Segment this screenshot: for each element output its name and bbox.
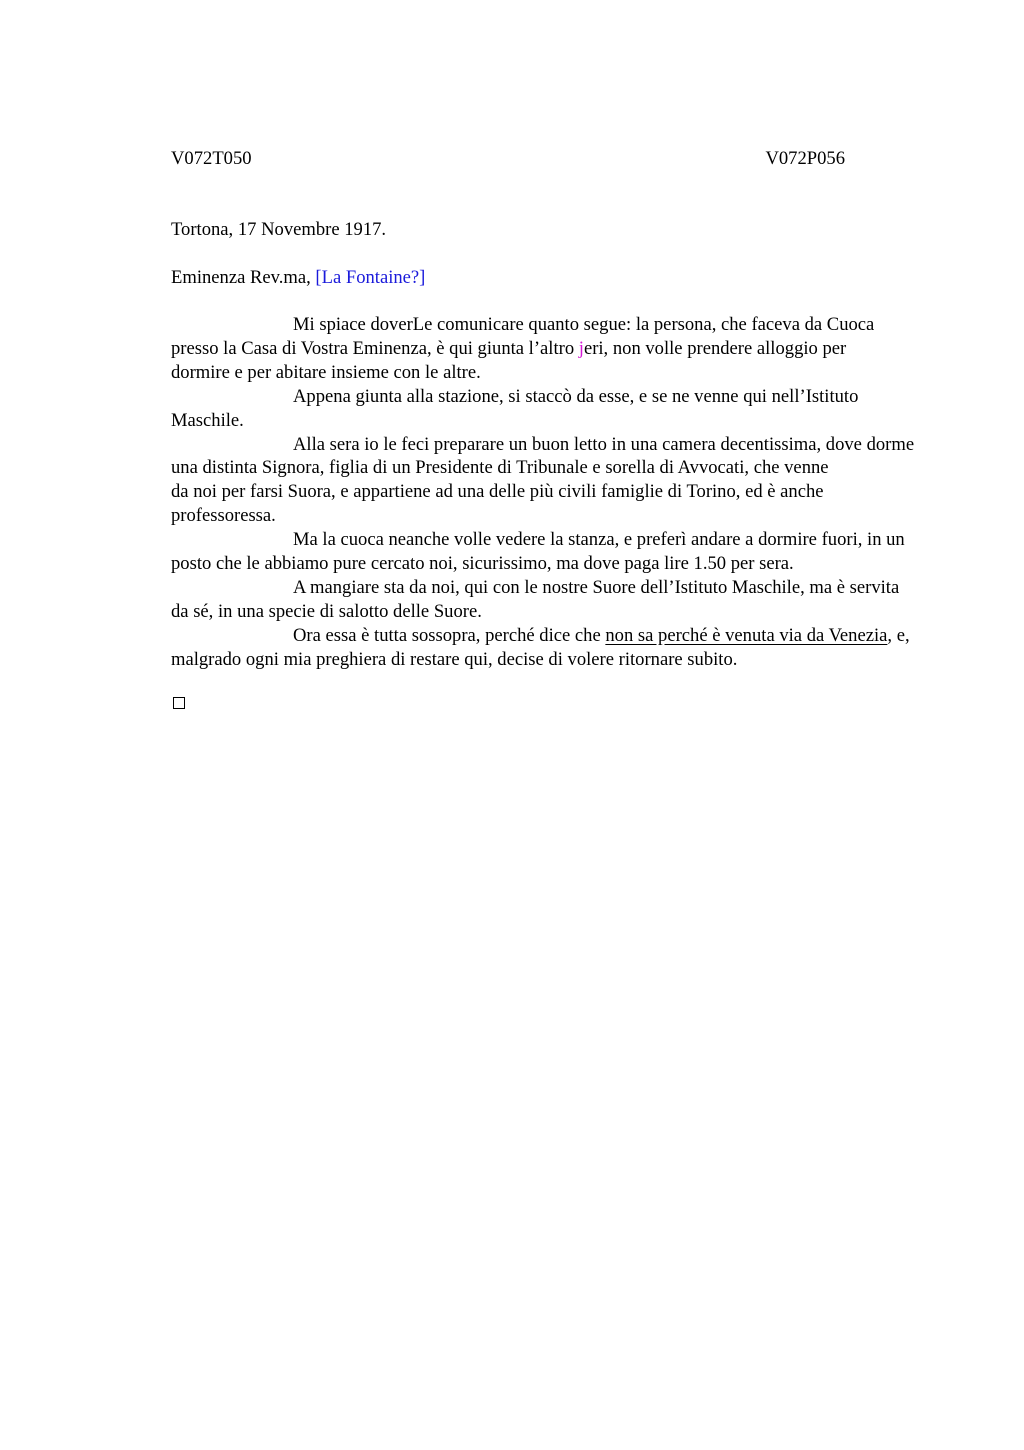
line-text: Alla sera io le feci preparare un buon letto in una camera decentissima, dove dorme [293, 433, 915, 455]
line-text: Maschile. [171, 409, 244, 431]
paragraph-line [171, 648, 927, 672]
line-text: Ma la cuoca neanche volle vedere la stanza, e preferì andare a dormire fuori, in un [293, 529, 905, 551]
line-text: eri, non volle prendere alloggio per [583, 337, 847, 359]
paragraph-line [171, 385, 927, 409]
paragraph-line [171, 313, 927, 337]
document-header [171, 147, 845, 171]
letter-dateline: Tortona, 17 Novembre 1917. [171, 219, 387, 240]
highlighted-letter: j [578, 337, 584, 359]
paragraph-line [171, 361, 927, 385]
line-text: dormire e per abitare insieme con le altre. [171, 361, 481, 383]
paragraph-line [171, 409, 927, 433]
paragraph-1 [171, 313, 927, 385]
line-text: da noi per farsi Suora, e appartiene ad una delle più civili famiglie di Torino, ed è anche [171, 481, 824, 503]
paragraph-2 [171, 385, 927, 433]
line-text: presso la Casa di Vostra Eminenza, è qui giunta l’altro [171, 337, 579, 359]
line-text: Appena giunta alla stazione, si staccò da esse, e se ne venne qui nell’Istituto [293, 385, 859, 407]
paragraph-line [171, 624, 927, 648]
paragraph-line [171, 504, 927, 528]
letter-body [171, 313, 927, 672]
line-text: da sé, in una specie di salotto delle Suore. [171, 600, 482, 622]
paragraph-6 [171, 624, 927, 672]
paragraph-line [171, 480, 927, 504]
square-outline-icon [173, 697, 185, 709]
salutation-editorial-note: [La Fontaine?] [315, 267, 426, 288]
salutation-text: Eminenza Rev.ma, [171, 267, 311, 288]
line-text: una distinta Signora, figlia di un Presidente di Tribunale e sorella di Avvocati, che venne [171, 457, 829, 479]
line-text: A mangiare sta da noi, qui con le nostre Suore dell’Istituto Maschile, ma è servita [293, 576, 900, 598]
line-text: professoressa. [171, 505, 276, 527]
line-text: Ora essa è tutta sossopra, perché dice che [293, 624, 606, 646]
line-text: malgrado ogni mia preghiera di restare qui, decise di volere ritornare subito. [171, 648, 738, 670]
paragraph-4 [171, 528, 927, 576]
line-text: Mi spiace doverLe comunicare quanto segue: la persona, che faceva da Cuoca [293, 314, 875, 335]
paragraph-line [171, 528, 927, 552]
document-code-left: V072T050 [171, 148, 252, 169]
paragraph-line [171, 433, 927, 457]
underlined-text: non sa perché è venuta via da Venezia [605, 624, 888, 646]
paragraph-line [171, 576, 927, 600]
paragraph-line [171, 337, 927, 361]
line-text: posto che le abbiamo pure cercato noi, sicurissimo, ma dove paga lire 1.50 per sera. [171, 553, 794, 575]
line-text: , e, [887, 624, 910, 646]
paragraph-3 [171, 433, 927, 529]
paragraph-line [171, 552, 927, 576]
paragraph-5 [171, 576, 927, 624]
letter-salutation [171, 266, 425, 290]
paragraph-line [171, 600, 927, 624]
paragraph-line [171, 456, 927, 480]
document-code-right: V072P056 [765, 148, 845, 169]
